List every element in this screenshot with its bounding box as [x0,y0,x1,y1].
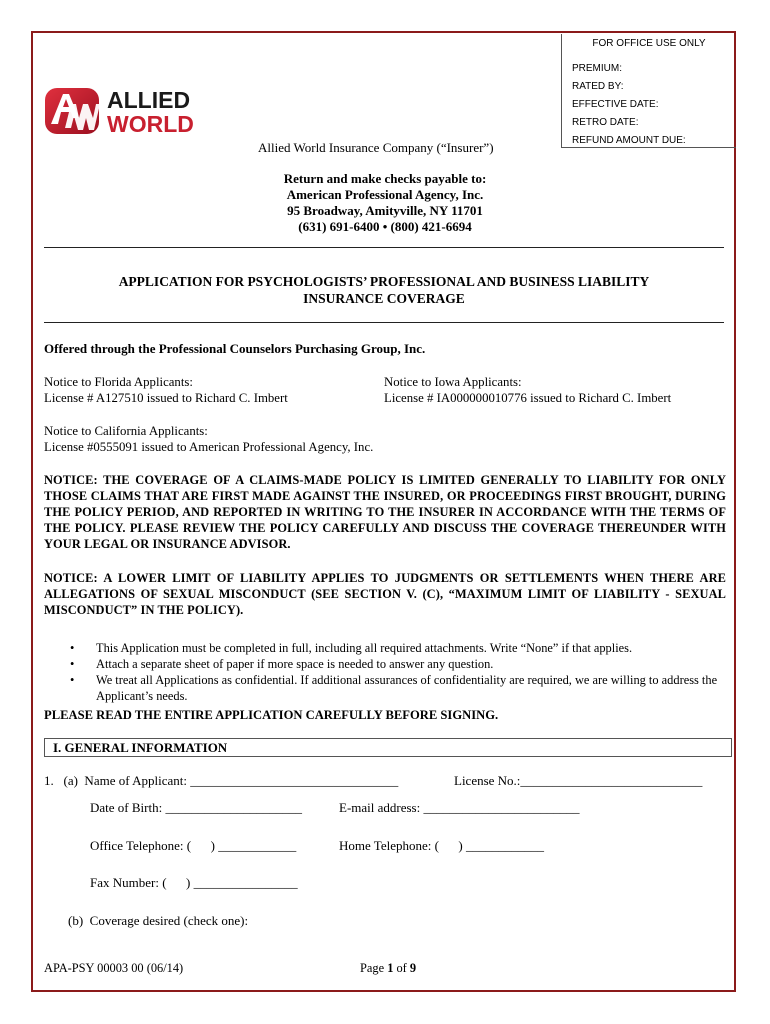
payable-line-1: Return and make checks payable to: [283,171,487,186]
office-effective-date: EFFECTIVE DATE: [572,99,659,110]
sexual-misconduct-notice: NOTICE: A LOWER LIMIT OF LIABILITY APPLIES TO JUDGMENTS OR SETTLEMENTS WHEN THERE ARE ALLEGATIONS OF SEXUAL MISCONDUCT (SEE SECTION V. (C), “MAXIMUM LIMIT OF LIABILITY - SEXUAL MISCONDUCT” IN THE POLICY). [44,571,726,617]
coverage-desired-label: (b) Coverage desired (check one): [68,913,249,928]
page-number [360,961,416,976]
insurer-line: Allied World Insurance Company (“Insurer”) [258,140,494,155]
logo-text-world: WORLD [107,111,194,136]
iowa-title: Notice to Iowa Applicants: [384,375,522,389]
office-use-box [561,34,736,148]
iowa-license: License # IA000000010776 issued to Richard C. Imbert [384,391,672,405]
payable-line-3: 95 Broadway, Amityville, NY 11701 [287,203,483,218]
page-title [44,273,724,307]
office-premium: PREMIUM: [572,63,622,74]
offered-through: Offered through the Professional Counselors Purchasing Group, Inc. [44,341,426,356]
california-license: License #0555091 issued to American Professional Agency, Inc. [44,440,374,454]
license-number-field[interactable]: License No.:____________________________ [454,773,703,788]
applicant-name-field[interactable]: 1. (a) Name of Applicant: ________________________________ [44,773,399,788]
list-item [70,640,730,656]
page-of: of [393,961,410,975]
office-telephone-field[interactable]: Office Telephone: ( ) ____________ [90,838,297,853]
page-current: 1 [387,961,394,975]
list-item [70,672,730,704]
bullet-text: We treat all Applications as confidential. If additional assurances of confidentiality are required, we are willing to address the Applicant’s needs. [96,673,718,703]
bullet-text: Attach a separate sheet of paper if more space is needed to answer any question. [96,657,494,671]
list-item [70,656,730,672]
divider-bottom [44,322,724,323]
claims-made-notice: NOTICE: THE COVERAGE OF A CLAIMS-MADE POLICY IS LIMITED GENERALLY TO LIABILITY FOR ONLY THOSE CLAIMS THAT ARE FIRST MADE AGAINST THE INSURED, OR PROCEEDINGS FIRST BROUGHT, DURING THE POLICY PERIOD, AND REPORTED IN WRITING TO THE INSURER IN ACCORDANCE WITH THE TERMS OF THE POLICY. PLEASE REVIEW THE POLICY CAREFULLY AND DISCUSS THE COVERAGE THEREUNDER WITH YOUR LEGAL OR INSURANCE ADVISOR. [44,473,726,551]
bullet-icon: • [70,641,75,655]
california-notice [44,423,373,455]
allied-world-logo [43,84,229,136]
bullet-icon: • [70,673,75,687]
office-retro-date: RETRO DATE: [572,117,639,128]
california-title: Notice to California Applicants: [44,424,208,438]
payable-line-2: American Professional Agency, Inc. [286,187,484,202]
page-total: 9 [409,961,417,975]
bullet-text: This Application must be completed in full, including all required attachments. Write “None” if that applies. [96,641,633,655]
logo-mark-icon [43,84,229,136]
instructions-list [70,640,730,704]
florida-license: License # A127510 issued to Richard C. Imbert [44,391,288,405]
divider-top [44,247,724,248]
iowa-notice [384,374,671,406]
read-entire-notice: PLEASE READ THE ENTIRE APPLICATION CAREFULLY BEFORE SIGNING. [44,708,499,722]
date-of-birth-field[interactable]: Date of Birth: _____________________ [90,800,302,815]
email-field[interactable]: E-mail address: ________________________ [339,800,580,815]
home-telephone-field[interactable]: Home Telephone: ( ) ____________ [339,838,545,853]
fax-number-field[interactable]: Fax Number: ( ) ________________ [90,875,298,890]
office-rated-by: RATED BY: [572,81,624,92]
office-refund-amount: REFUND AMOUNT DUE: [572,135,686,146]
payable-block [200,171,570,235]
title-line-2: INSURANCE COVERAGE [303,291,465,306]
payable-line-4: (631) 691-6400 • (800) 421-6694 [298,219,472,234]
page-prefix: Page [360,961,388,975]
florida-title: Notice to Florida Applicants: [44,375,193,389]
office-use-header: FOR OFFICE USE ONLY [592,38,706,49]
logo-text-allied: ALLIED [107,87,191,113]
title-line-1: APPLICATION FOR PSYCHOLOGISTS’ PROFESSIONAL AND BUSINESS LIABILITY [118,274,650,289]
bullet-icon: • [70,657,75,671]
section-general-information: I. GENERAL INFORMATION [44,738,732,757]
florida-notice [44,374,288,406]
form-code: APA-PSY 00003 00 (06/14) [44,961,184,975]
